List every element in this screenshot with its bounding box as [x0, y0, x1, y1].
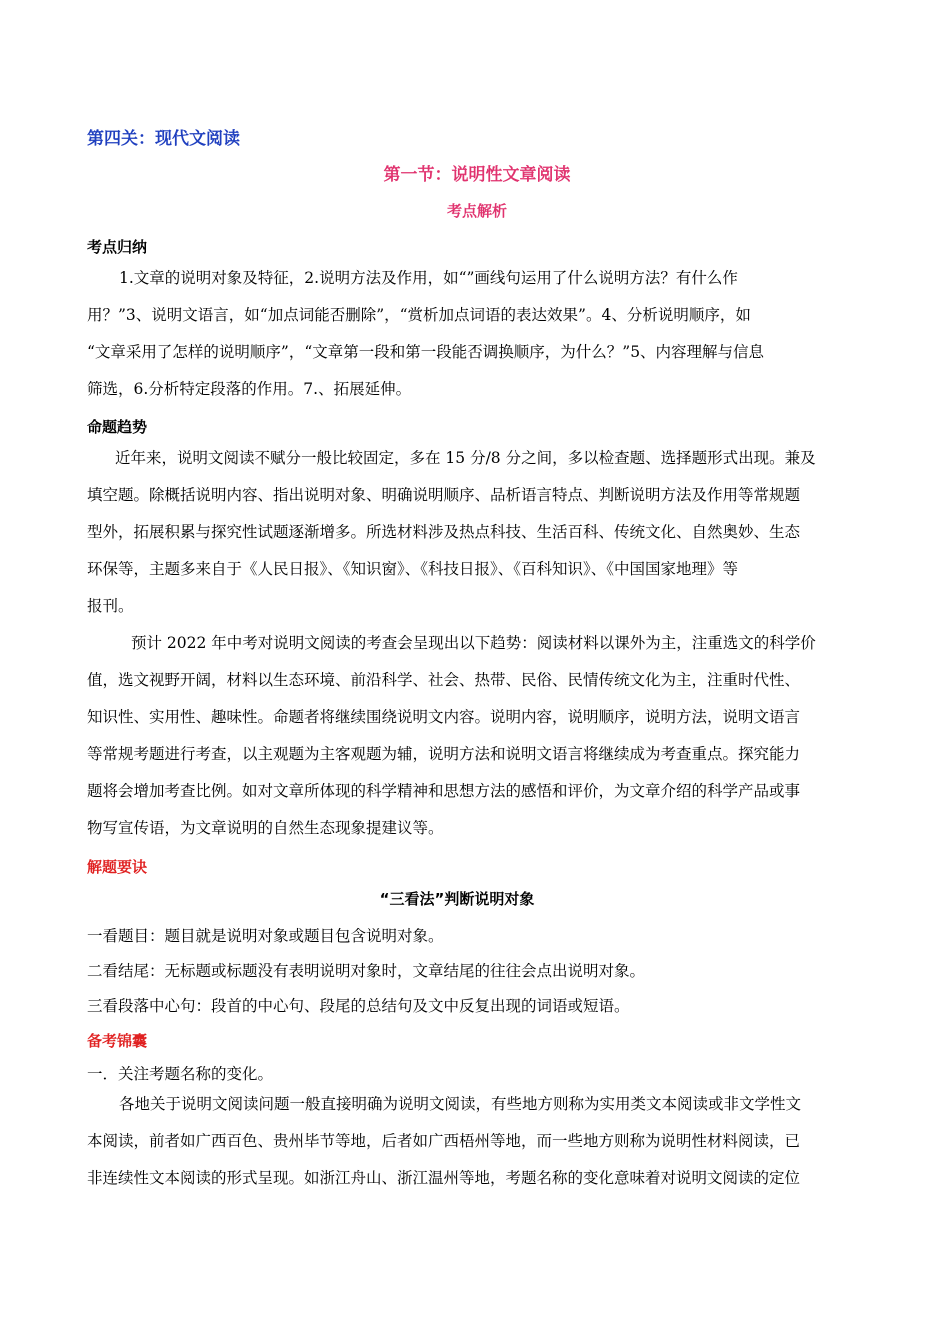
text-line: 非连续性文本阅读的形式呈现。如浙江舟山、浙江温州等地，考题名称的变化意味着对说明文阅读的定位 — [87, 1169, 801, 1187]
mingti-heading: 命题趋势 — [87, 418, 148, 436]
kaodian-paragraph — [87, 260, 867, 408]
text-line: 填空题。除概括说明内容、指出说明对象、明确说明顺序、品析语言特点、判断说明方法及作用等常规题 — [87, 486, 801, 504]
text-line: 知识性、实用性、趣味性。命题者将继续围绕说明文内容。说明内容，说明顺序，说明方法，说明文语言 — [87, 708, 801, 726]
text-line: 等常规考题进行考查，以主观题为主客观题为辅，说明方法和说明文语言将继续成为考查重点。探究能力 — [87, 745, 801, 763]
section-title: 第一节：说明性文章阅读 — [383, 165, 571, 185]
jieti-heading: 解题要诀 — [87, 858, 148, 876]
text-line: “文章采用了怎样的说明顺序”，“文章第一段和第一段能否调换顺序，为什么？”5、内容理解与信息 — [87, 343, 765, 361]
text-line: 各地关于说明文阅读问题一般直接明确为说明文阅读，有些地方则称为实用类文本阅读或非文学性文 — [119, 1095, 802, 1113]
text-line: 本阅读，前者如广西百色、贵州毕节等地，后者如广西梧州等地，而一些地方则称为说明性材料阅读，已 — [87, 1132, 801, 1150]
mingti-paragraph-2 — [87, 625, 867, 847]
text-line: 预计 2022 年中考对说明文阅读的考查会呈现出以下趋势：阅读材料以课外为主，注重选文的科学价 — [131, 634, 816, 652]
text-line: 1.文章的说明对象及特征，2.说明方法及作用，如“”画线句运用了什么说明方法？有什么作 — [119, 269, 738, 287]
text-line: 题将会增加考查比例。如对文章所体现的科学精神和思想方法的感悟和评价，为文章介绍的科学产品或事 — [87, 782, 801, 800]
beikao-paragraph — [87, 1086, 867, 1197]
beikao-item-1: 一．关注考题名称的变化。 — [87, 1065, 274, 1083]
jieti-center-heading: “三看法”判断说明对象 — [379, 890, 535, 908]
text-line: 值，选文视野开阔，材料以生态环境、前沿科学、社会、热带、民俗、民情传统文化为主，注重时代性、 — [87, 671, 801, 689]
text-line: 近年来，说明文阅读不赋分一般比较固定，多在 15 分/8 分之间，多以检查题、选择题形式出现。兼及 — [115, 449, 816, 467]
text-line: 报刊。 — [87, 597, 134, 615]
text-line: 筛选，6.分析特定段落的作用。7.、拓展延伸。 — [87, 380, 412, 398]
text-line: 用？”3、说明文语言，如“加点词能否删除”，“赏析加点词语的表达效果”。4、分析说明顺序，如 — [87, 306, 751, 324]
jieti-line-3: 三看段落中心句：段首的中心句、段尾的总结句及文中反复出现的词语或短语。 — [87, 997, 630, 1015]
kaodian-heading: 考点归纳 — [87, 238, 148, 256]
chapter-title: 第四关：现代文阅读 — [87, 129, 240, 149]
beikao-heading: 备考锦囊 — [87, 1032, 148, 1050]
text-line: 物写宣传语，为文章说明的自然生态现象提建议等。 — [87, 819, 444, 837]
text-line: 环保等，主题多来自于《人民日报》、《知识窗》、《科技日报》、《百科知识》、《中国国家地理》等 — [87, 560, 739, 578]
jieti-line-2: 二看结尾：无标题或标题没有表明说明对象时，文章结尾的往往会点出说明对象。 — [87, 962, 646, 980]
text-line: 型外，拓展积累与探究性试题逐渐增多。所选材料涉及热点科技、生活百科、传统文化、自然奥妙、生态 — [87, 523, 801, 541]
mingti-paragraph-1 — [87, 440, 867, 625]
sub-title: 考点解析 — [446, 202, 507, 220]
jieti-line-1: 一看题目：题目就是说明对象或题目包含说明对象。 — [87, 927, 444, 945]
